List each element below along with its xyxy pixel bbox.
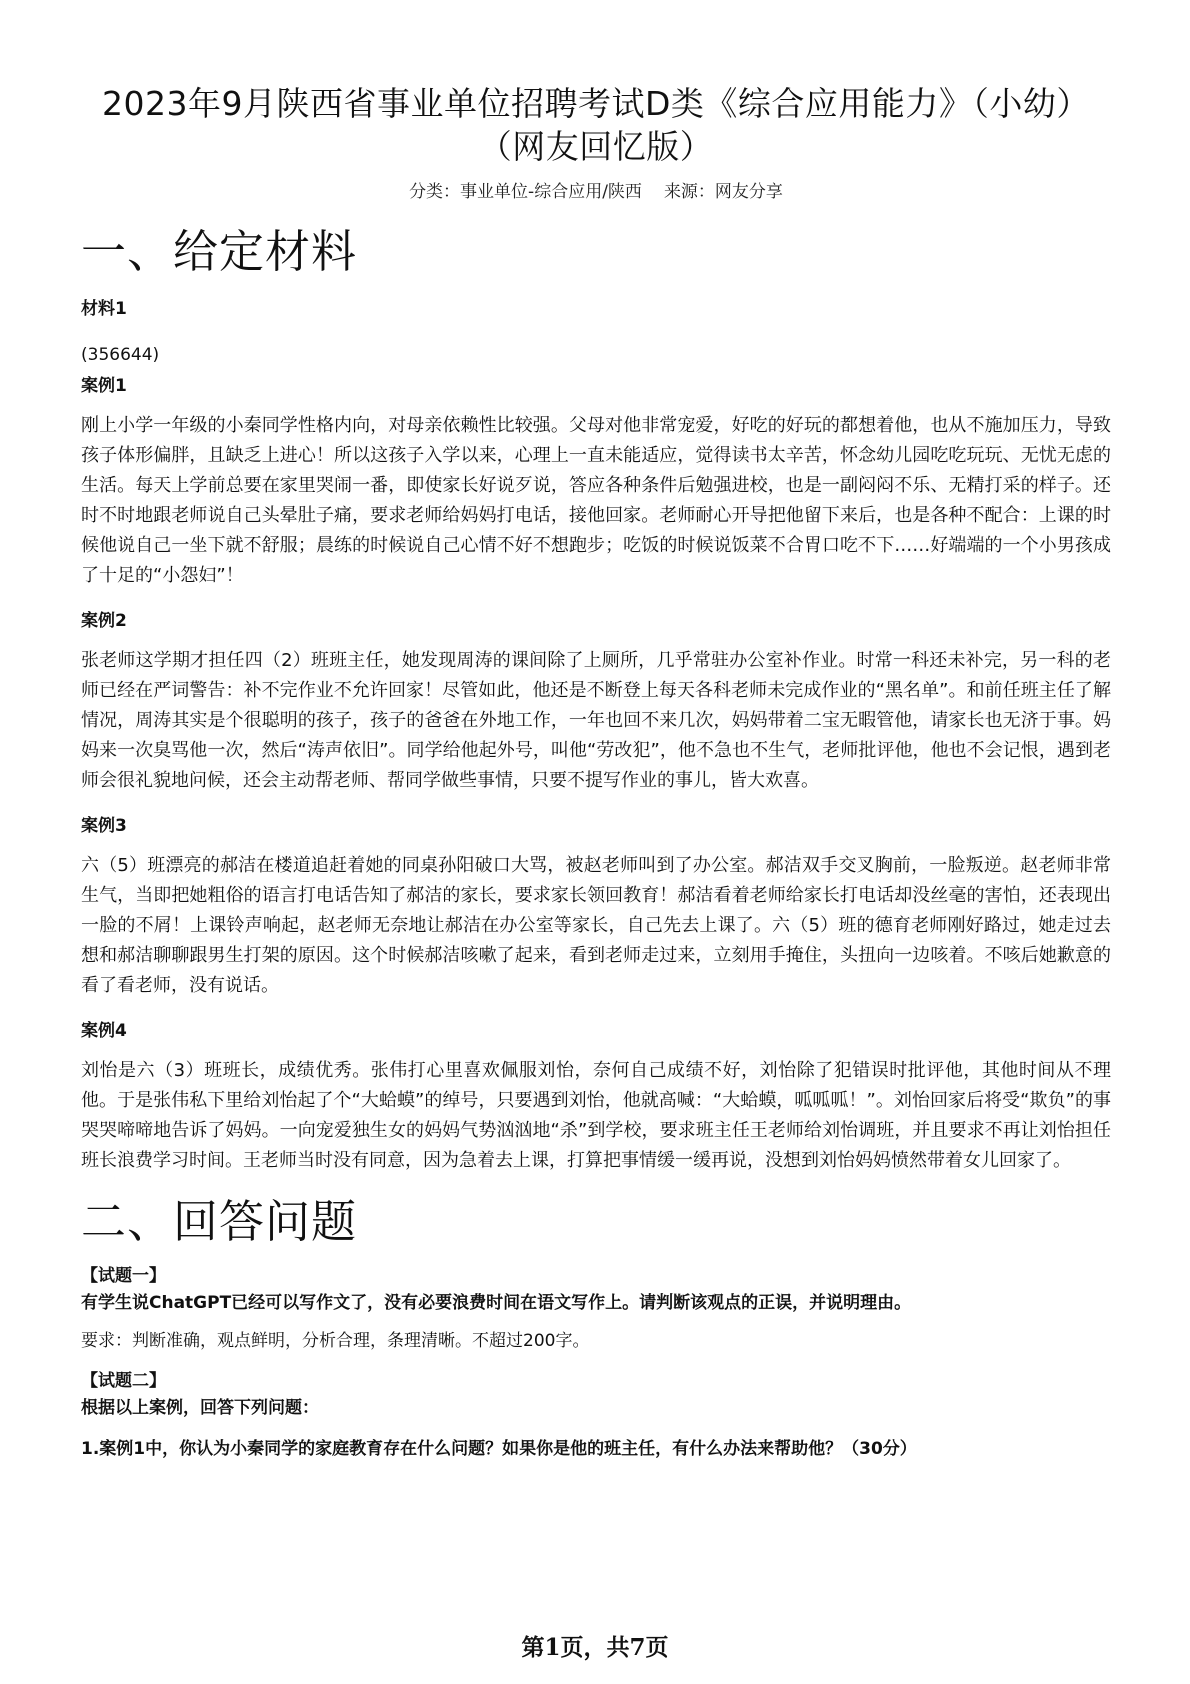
sub-question: 1.案例1中，你认为小秦同学的家庭教育存在什么问题？如果你是他的班主任，有什么办法来帮助他？（30分） bbox=[81, 1439, 917, 1459]
question-intro: 根据以上案例，回答下列问题： bbox=[81, 1398, 319, 1418]
case-label: 案例4 bbox=[81, 1021, 127, 1041]
document-meta bbox=[81, 180, 1111, 204]
material-code: (356644) bbox=[81, 345, 160, 365]
case-label: 案例2 bbox=[81, 611, 127, 631]
case-text: 刚上小学一年级的小秦同学性格内向，对母亲依赖性比较强。父母对他非常宠爱，好吃的好玩的都想着他，也从不施加压力，导致孩子体形偏胖，且缺乏上进心！所以这孩子入学以来，心理上一直未能适应，觉得读书太辛苦，怀念幼儿园吃吃玩玩、无忧无虑的生活。每天上学前总要在家里哭闹一番，即使家长好说歹说，答应各种条件后勉强进校，也是一副闷闷不乐、无精打采的样子。还时不时地跟老师说自己头晕肚子痛，要求老师给妈妈打电话，接他回家。老师耐心开导把他留下来后，也是各种不配合：上课的时候他说自己一坐下就不舒服；晨练的时候说自己心情不好不想跑步；吃饭的时候说饭菜不合胃口吃不下……好端端的一个小男孩成了十足的“小怨妇”！ bbox=[81, 415, 1111, 586]
section-heading-materials: 一、给定材料 bbox=[81, 225, 358, 278]
case-text: 张老师这学期才担任四（2）班班主任，她发现周涛的课间除了上厕所，几乎常驻办公室补作业。时常一科还未补完，另一科的老师已经在严词警告：补不完作业不允许回家！尽管如此，他还是不断登上每天各科老师未完成作业的“黑名单”。和前任班主任了解情况，周涛其实是个很聪明的孩子，孩子的爸爸在外地工作，一年也回不来几次，妈妈带着二宝无暇管他，请家长也无济于事。妈妈来一次臭骂他一次，然后“涛声依旧”。同学给他起外号，叫他“劳改犯”，他不急也不生气，老师批评他，他也不会记恨，遇到老师会很礼貌地问候，还会主动帮老师、帮同学做些事情，只要不提写作业的事儿，皆大欢喜。 bbox=[81, 650, 1111, 791]
case-text: 六（5）班漂亮的郝洁在楼道追赶着她的同桌孙阳破口大骂，被赵老师叫到了办公室。郝洁双手交叉胸前，一脸叛逆。赵老师非常生气，当即把她粗俗的语言打电话告知了郝洁的家长，要求家长领回教育！郝洁看着老师给家长打电话却没丝毫的害怕，还表现出一脸的不屑！上课铃声响起，赵老师无奈地让郝洁在办公室等家长，自己先去上课了。六（5）班的德育老师刚好路过，她走过去想和郝洁聊聊跟男生打架的原因。这个时候郝洁咳嗽了起来，看到老师走过来，立刻用手掩住，头扭向一边咳着。不咳后她歉意的看了看老师，没有说话。 bbox=[81, 855, 1111, 996]
question-requirement: 要求：判断准确，观点鲜明，分析合理，条理清晰。不超过200字。 bbox=[81, 1331, 590, 1351]
page-number: 第1页，共7页 bbox=[521, 1634, 669, 1661]
document-title: 2023年9月陕西省事业单位招聘考试D类《综合应用能力》（小幼）（网友回忆版） bbox=[102, 84, 1090, 166]
question-text: 有学生说ChatGPT已经可以写作文了，没有必要浪费时间在语文写作上。请判断该观点的正误，并说明理由。 bbox=[81, 1293, 912, 1313]
material-label: 材料1 bbox=[81, 299, 127, 319]
document-content bbox=[81, 82, 1111, 1461]
document-category: 分类：事业单位-综合应用/陕西 bbox=[409, 182, 642, 202]
document-source: 来源：网友分享 bbox=[663, 182, 783, 202]
case-label: 案例3 bbox=[81, 816, 127, 836]
question-tag: 【试题二】 bbox=[81, 1371, 166, 1391]
section-heading-questions: 二、回答问题 bbox=[81, 1195, 358, 1248]
case-label: 案例1 bbox=[81, 376, 127, 396]
question-tag: 【试题一】 bbox=[81, 1266, 166, 1286]
case-text: 刘怡是六（3）班班长，成绩优秀。张伟打心里喜欢佩服刘怡，奈何自己成绩不好，刘怡除了犯错误时批评他，其他时间从不理他。于是张伟私下里给刘怡起了个“大蛤蟆”的绰号，只要遇到刘怡，他就高喊：“大蛤蟆，呱呱呱！”。刘怡回家后将受“欺负”的事哭哭啼啼地告诉了妈妈。一向宠爱独生女的妈妈气势汹汹地“杀”到学校，要求班主任王老师给刘怡调班，并且要求不再让刘怡担任班长浪费学习时间。王老师当时没有同意，因为急着去上课，打算把事情缓一缓再说，没想到刘怡妈妈愤然带着女儿回家了。 bbox=[81, 1060, 1111, 1171]
